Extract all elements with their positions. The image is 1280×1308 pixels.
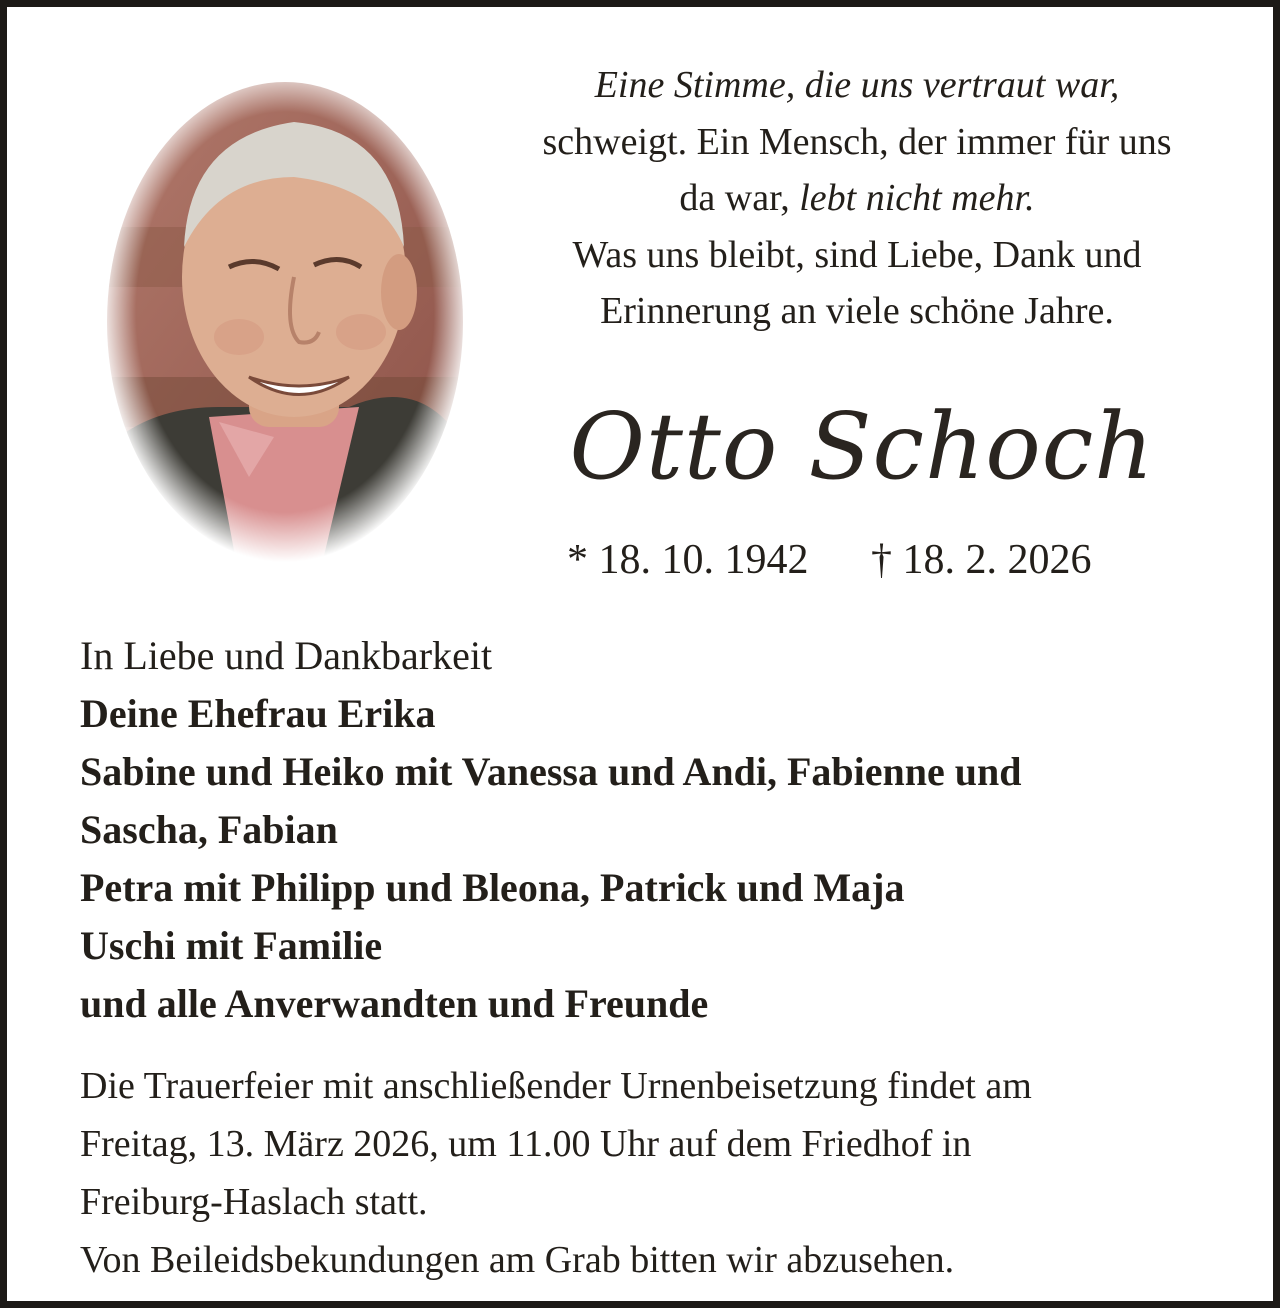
family-member-line: Deine Ehefrau Erika — [80, 691, 436, 736]
poem-line-4: Was uns bleibt, sind Liebe, Dank und — [572, 233, 1142, 276]
family-member-line: und alle Anverwandten und Freunde — [80, 981, 709, 1026]
service-line: Von Beileidsbekundungen am Grab bitten wir abzusehen. — [80, 1239, 955, 1281]
poem-line-3-plain: da war, — [679, 177, 790, 219]
memorial-poem — [477, 57, 1237, 340]
service-line: Die Trauerfeier mit anschließender Urnenbeisetzung findet am — [80, 1065, 1032, 1107]
funeral-service-info — [80, 1057, 1250, 1289]
service-line: Freiburg-Haslach statt. — [80, 1181, 428, 1223]
deceased-name: Otto Schoch — [569, 393, 1155, 500]
family-signatures — [80, 627, 1250, 1033]
poem-line-2: schweigt. Ein Mensch, der immer für uns — [542, 120, 1172, 163]
death-date: † 18. 2. 2026 — [871, 537, 1092, 583]
poem-line-3 — [477, 170, 1237, 227]
poem-line-3-italic: lebt nicht mehr. — [799, 177, 1035, 219]
family-member-line: Petra mit Philipp und Bleona, Patrick und Maja — [80, 865, 905, 910]
poem-line-1: Eine Stimme, die uns vertraut war, — [594, 64, 1120, 106]
life-dates — [567, 532, 1092, 588]
service-line: Freitag, 13. März 2026, um 11.00 Uhr auf dem Friedhof in — [80, 1123, 972, 1165]
family-member-line: Sascha, Fabian — [80, 807, 338, 852]
family-member-line: Uschi mit Familie — [80, 923, 383, 968]
portrait-photo — [99, 77, 471, 577]
family-intro: In Liebe und Dankbarkeit — [80, 633, 493, 678]
poem-line-5: Erinnerung an viele schöne Jahre. — [600, 290, 1114, 332]
family-member-line: Sabine und Heiko mit Vanessa und Andi, Fabienne und — [80, 749, 1022, 794]
birth-date: * 18. 10. 1942 — [567, 537, 809, 583]
